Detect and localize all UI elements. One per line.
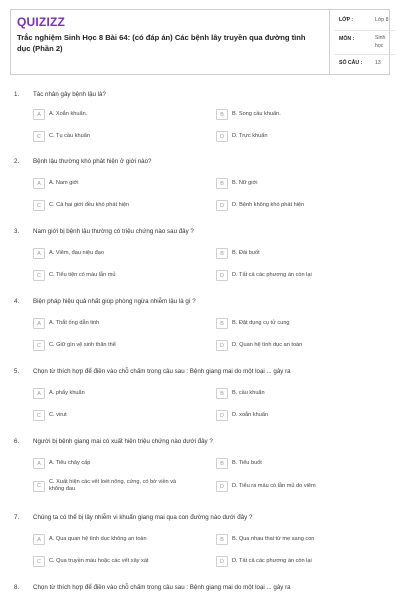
option-text: D. Quan hệ tình dục an toàn — [232, 342, 303, 348]
option-a[interactable] — [33, 458, 208, 469]
option-d[interactable] — [216, 200, 386, 211]
option-letter: D — [216, 200, 228, 211]
option-b[interactable] — [216, 458, 386, 469]
option-text: C. Giữ gìn vệ sinh thân thể — [49, 342, 116, 348]
option-text: D. Bệnh không khó phát hiện — [232, 202, 305, 208]
option-c[interactable] — [33, 410, 208, 421]
option-text: A. Nam giới — [49, 180, 79, 186]
option-letter: C — [33, 131, 45, 142]
option-text: B. cầu khuẩn — [232, 390, 265, 396]
meta-separator — [335, 54, 395, 55]
option-text: C. Cả hai giới đều khó phát hiện — [49, 202, 130, 208]
option-text: B. Tiểu buốt — [232, 460, 262, 466]
option-letter: A — [33, 388, 45, 399]
option-d[interactable] — [216, 340, 386, 351]
option-b[interactable] — [216, 248, 386, 259]
lop-label: LỚP : — [339, 17, 354, 23]
option-letter: D — [216, 131, 228, 142]
question-text: Chúng ta có thể bị lây nhiễm vi khuẩn giang mai qua con đường nào dưới đây ? — [33, 514, 253, 521]
option-c[interactable] — [33, 340, 208, 351]
mon-label: MÔN : — [339, 36, 355, 42]
option-letter: D — [216, 340, 228, 351]
question-text: Nam giới bị bệnh lậu thường có triệu chứng nào sau đây ? — [33, 228, 194, 235]
option-letter: A — [33, 109, 45, 120]
mon-value — [375, 34, 385, 50]
question-number: 7. — [14, 514, 20, 521]
option-letter: B — [216, 388, 228, 399]
option-a[interactable] — [33, 534, 208, 545]
option-b[interactable] — [216, 178, 386, 189]
option-letter: C — [33, 481, 45, 492]
meta-divider — [329, 10, 330, 74]
question-text: Bệnh lậu thường khó phát hiện ở giới nào? — [33, 158, 152, 165]
mon-value-line-1: Sinh — [375, 35, 386, 41]
option-b[interactable] — [216, 318, 386, 329]
option-b[interactable] — [216, 534, 386, 545]
worksheet-title: Trắc nghiệm Sinh Học 8 Bài 64: (có đáp án) Các bệnh lây truyền qua đường tình dục (Phần 2) — [17, 33, 306, 53]
question-text: Người bị bệnh giang mai có xuất hiện triệu chứng nào dưới đây ? — [33, 438, 213, 445]
option-letter: B — [216, 534, 228, 545]
option-letter: B — [216, 109, 228, 120]
option-text: D. Tiểu ra máu có lẫn mủ do viêm — [232, 483, 316, 489]
question-number: 1. — [14, 91, 20, 98]
question-number: 5. — [14, 368, 20, 375]
option-letter: A — [33, 248, 45, 259]
option-c[interactable] — [33, 200, 208, 211]
option-letter: B — [216, 248, 228, 259]
option-text: D. xoắn khuẩn — [232, 412, 269, 418]
socau-label: SỐ CÂU : — [339, 60, 363, 66]
option-d[interactable] — [216, 270, 386, 281]
option-text: A. Tiêu chảy cấp — [49, 460, 91, 466]
question-number: 2. — [14, 158, 20, 165]
option-a[interactable] — [33, 248, 208, 259]
question-text: Tác nhân gây bệnh lậu là? — [33, 91, 106, 98]
option-c[interactable] — [33, 270, 208, 281]
option-a[interactable] — [33, 318, 208, 329]
question-number: 8. — [14, 584, 20, 591]
option-text: B. Song cầu khuẩn. — [232, 111, 281, 117]
mon-value-line-2: học — [375, 43, 384, 49]
option-letter: C — [33, 556, 45, 567]
option-letter: A — [33, 318, 45, 329]
option-text: D. Trực khuẩn — [232, 133, 268, 139]
option-text: C. Tụ cầu khuẩn — [49, 133, 90, 139]
option-text: C. Tiểu tiện có máu lẫn mủ — [49, 272, 116, 278]
option-text: D. Tất cả các phương án còn lại — [232, 558, 312, 564]
option-text: C. Xuất hiện các vết loét nông, cứng, có bờ viền và không đau — [49, 479, 177, 492]
option-c[interactable] — [33, 556, 208, 567]
option-letter: D — [216, 410, 228, 421]
option-text: A. Qua quan hệ tình dục không an toàn — [49, 536, 147, 542]
option-b[interactable] — [216, 388, 386, 399]
worksheet-header — [10, 9, 390, 75]
option-d[interactable] — [216, 131, 386, 142]
option-letter: B — [216, 458, 228, 469]
option-letter: C — [33, 200, 45, 211]
option-letter: D — [216, 270, 228, 281]
question-text: Chọn từ thích hợp để điền vào chỗ chấm trong câu sau : Bệnh giang mai do một loại ... gây ra — [33, 584, 291, 591]
option-letter: C — [33, 340, 45, 351]
option-a[interactable] — [33, 109, 208, 120]
option-text: A. Thắt ống dẫn tinh — [49, 320, 100, 326]
meta-separator — [335, 30, 395, 31]
option-letter: C — [33, 270, 45, 281]
option-b[interactable] — [216, 109, 386, 120]
option-text: C. Qua truyền máu hoặc các vết xây xát — [49, 558, 149, 564]
option-a[interactable] — [33, 388, 208, 399]
option-letter: A — [33, 458, 45, 469]
option-c[interactable] — [33, 479, 203, 493]
option-c[interactable] — [33, 131, 208, 142]
option-text: B. Qua nhau thai từ mẹ sang con — [232, 536, 315, 542]
option-d[interactable] — [216, 410, 386, 421]
option-text: C. virut — [49, 412, 67, 418]
option-a[interactable] — [33, 178, 208, 189]
option-text: A. phẩy khuẩn — [49, 390, 85, 396]
question-text: Biện pháp hiệu quả nhất giúp phòng ngừa nhiễm lậu là gì ? — [33, 298, 196, 305]
option-letter: A — [33, 178, 45, 189]
option-text: B. Nữ giới — [232, 180, 258, 186]
option-text: D. Tất cả các phương án còn lại — [232, 272, 312, 278]
socau-value: 13 — [375, 60, 381, 66]
option-letter: B — [216, 178, 228, 189]
option-letter: D — [216, 481, 228, 492]
question-text: Chọn từ thích hợp để điền vào chỗ chấm trong câu sau : Bệnh giang mai do một loại ... gây ra — [33, 368, 291, 375]
option-letter: B — [216, 318, 228, 329]
question-number: 4. — [14, 298, 20, 305]
option-d[interactable] — [216, 481, 386, 492]
option-letter: C — [33, 410, 45, 421]
option-text: B. Đặt dụng cụ tử cung — [232, 320, 290, 326]
option-text: A. Viêm, đau niệu đạo — [49, 250, 104, 256]
option-d[interactable] — [216, 556, 386, 567]
option-text: A. Xoắn khuẩn. — [49, 111, 88, 117]
option-letter: D — [216, 556, 228, 567]
lop-value: Lớp 8 — [375, 17, 389, 23]
question-number: 6. — [14, 438, 20, 445]
question-number: 3. — [14, 228, 20, 235]
option-letter: A — [33, 534, 45, 545]
option-text: B. Đái buốt — [232, 250, 260, 256]
quizizz-logo: QUIZIZZ — [17, 15, 66, 29]
